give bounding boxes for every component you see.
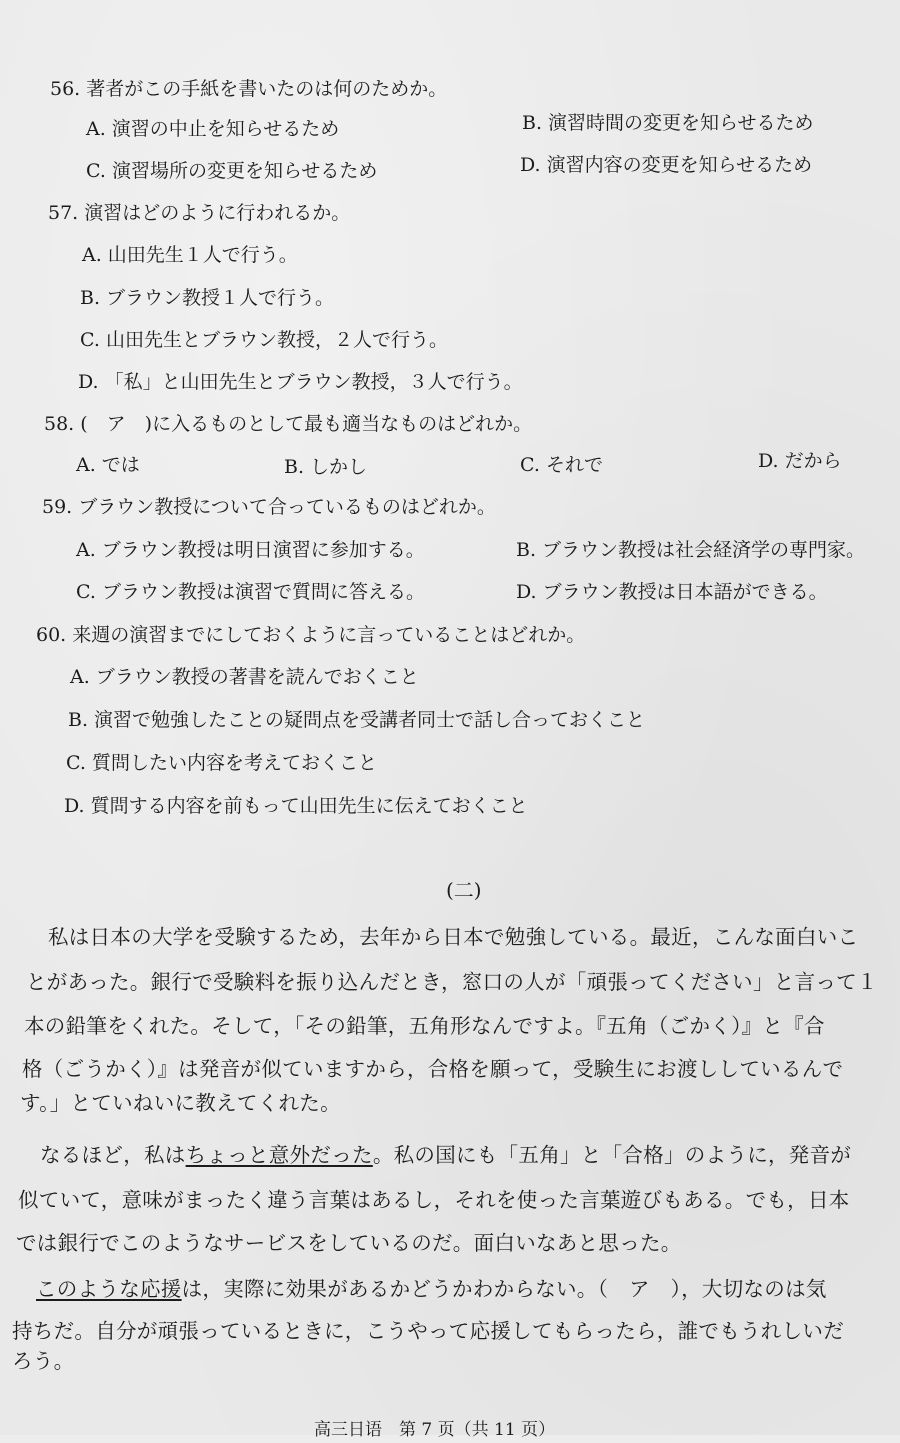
passage-line: 持ちだ。自分が頑張っているときに，こうやって応援してもらったら，誰でもうれしいだ — [12, 1319, 844, 1343]
passage-line: 私は日本の大学を受験するため，去年から日本で勉強している。最近，こんな面白いこ — [48, 925, 859, 949]
underlined-phrase: ちょっと意外だった — [185, 1143, 373, 1167]
passage-line — [40, 1142, 851, 1168]
question-60-option-d: D. 質問する内容を前もって山田先生に伝えておくこと — [64, 795, 528, 817]
question-57-option-a: A. 山田先生１人で行う。 — [82, 244, 298, 266]
question-57-option-d: D. 「私」と山田先生とブラウン教授，３人で行う。 — [78, 371, 523, 393]
question-56-option-c: C. 演習場所の変更を知らせるため — [86, 160, 378, 182]
section-heading: (二) — [446, 878, 482, 902]
passage-line: 似ていて，意味がまったく違う言葉はあるし，それを使った言葉遊びもある。でも，日本 — [18, 1188, 850, 1212]
passage-line: とがあった。銀行で受験料を振り込んだとき，窓口の人が「頑張ってください」と言って１ — [26, 970, 878, 994]
question-57-option-b: B. ブラウン教授１人で行う。 — [80, 287, 335, 309]
question-58-option-b: B. しかし — [284, 456, 368, 478]
passage-line: ろう。 — [12, 1349, 75, 1373]
question-56-option-b: B. 演習時間の変更を知らせるため — [522, 112, 814, 134]
question-60-option-b: B. 演習で勉強したことの疑問点を受講者同士で話し合っておくこと — [68, 709, 646, 731]
question-59-option-d: D. ブラウン教授は日本語ができる。 — [516, 581, 828, 603]
question-60-option-a: A. ブラウン教授の著書を読んでおくこと — [70, 666, 419, 688]
question-56-option-a: A. 演習の中止を知らせるため — [86, 118, 340, 140]
passage-text: は，実際に効果があるかどうかわからない。（ ア ），大切なのは気 — [181, 1277, 827, 1301]
question-56-stem: 56. 著者がこの手紙を書いたのは何のためか。 — [50, 78, 448, 100]
question-58-stem: 58. ( ア )に入るものとして最も適当なものはどれか。 — [44, 413, 533, 435]
question-60-stem: 60. 来週の演習までにしておくように言っていることはどれか。 — [36, 624, 586, 646]
question-58-option-c: C. それで — [520, 454, 603, 476]
passage-line: 本の鉛筆をくれた。そして，「その鉛筆，五角形なんですよ。『五角（ごかく）』と『合 — [24, 1014, 825, 1038]
page-footer: 高三日语 第 7 页（共 11 页） — [314, 1420, 556, 1440]
question-58-option-a: A. では — [76, 454, 140, 476]
passage-line — [36, 1276, 827, 1302]
passage-line: 格（ごうかく）』は発音が似ていますから，合格を願って，受験生にお渡ししているんで — [22, 1057, 844, 1081]
question-56-option-d: D. 演習内容の変更を知らせるため — [520, 154, 813, 176]
passage-text: なるほど，私は — [40, 1143, 186, 1167]
question-59-option-b: B. ブラウン教授は社会経済学の専門家。 — [516, 539, 866, 561]
underlined-phrase: このような応援 — [36, 1277, 182, 1301]
question-57-option-c: C. 山田先生とブラウン教授，２人で行う。 — [80, 329, 448, 351]
question-59-stem: 59. ブラウン教授について合っているものはどれか。 — [42, 496, 496, 518]
question-58-option-d: D. だから — [758, 450, 842, 472]
passage-text: 。私の国にも「五角」と「合格」のように，発音が — [372, 1143, 852, 1167]
question-57-stem: 57. 演習はどのように行われるか。 — [48, 202, 351, 224]
question-59-option-c: C. ブラウン教授は演習で質問に答える。 — [76, 581, 425, 603]
passage-line: では銀行でこのようなサービスをしているのだ。面白いなあと思った。 — [16, 1231, 682, 1255]
question-60-option-c: C. 質問したい内容を考えておくこと — [66, 752, 377, 774]
question-59-option-a: A. ブラウン教授は明日演習に参加する。 — [76, 539, 425, 561]
passage-line: す。」とていねいに教えてくれた。 — [20, 1091, 341, 1115]
